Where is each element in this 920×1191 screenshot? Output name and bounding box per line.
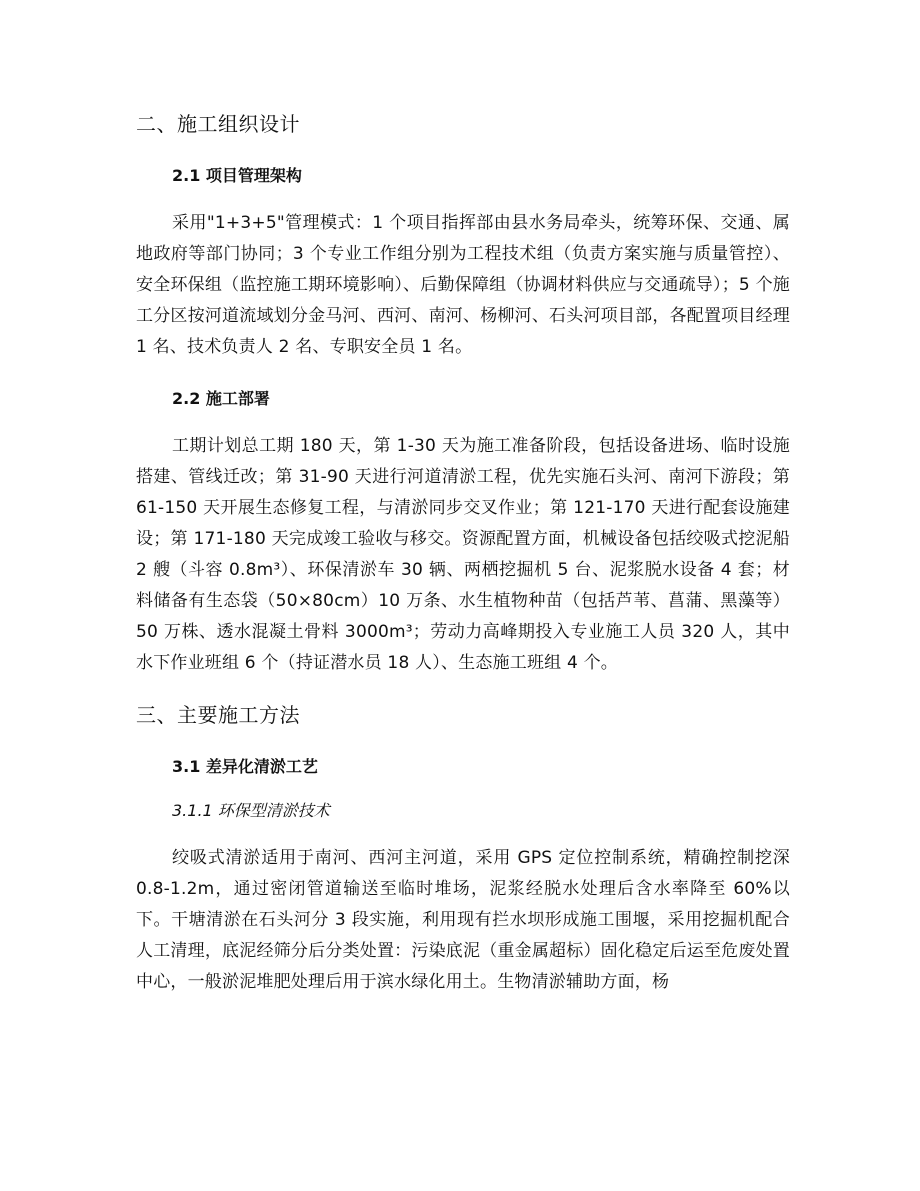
- subsection-3-1-1-heading: 3.1.1 环保型清淤技术: [172, 801, 330, 820]
- subsection-2-2-heading: 2.2 施工部署: [172, 389, 270, 408]
- subsection-2-2-paragraph: 工期计划总工期 180 天，第 1-30 天为施工准备阶段，包括设备进场、临时设施搭建、管线迁改；第 31-90 天进行河道清淤工程，优先实施石头河、南河下游段；第 61-150 天开展生态修复工程，与清淤同步交叉作业；第 121-170 天进行配套设施建设；第 171-180 天完成竣工验收与移交。资源配置方面，机械设备包括绞吸式挖泥船 2 艘（斗容 0.8m³）、环保清淤车 30 辆、两栖挖掘机 5 台、泥浆脱水设备 4 套；材料储备有生态袋（50×80cm）10 万条、水生植物种苗（包括芦苇、菖蒲、黑藻等）50 万株、透水混凝土骨料 3000m³；劳动力高峰期投入专业施工人员 320 人，其中水下作业班组 6 个（持证潜水员 18 人）、生态施工班组 4 个。: [136, 436, 790, 673]
- subsection-3-1-1-paragraph: 绞吸式清淤适用于南河、西河主河道，采用 GPS 定位控制系统，精确控制挖深 0.8-1.2m，通过密闭管道输送至临时堆场，泥浆经脱水处理后含水率降至 60%以下。干塘清淤在石头河分 3 段实施，利用现有拦水坝形成施工围堰，采用挖掘机配合人工清理，底泥经筛分后分类处置：污染底泥（重金属超标）固化稳定后运至危废处置中心，一般淤泥堆肥处理后用于滨水绿化用土。生物清淤辅助方面，杨: [136, 848, 790, 992]
- section-3-heading: 三、主要施工方法: [136, 703, 300, 727]
- subsection-3-1-heading: 3.1 差异化清淤工艺: [172, 757, 318, 776]
- section-2-heading: 二、施工组织设计: [136, 112, 300, 136]
- subsection-2-1-paragraph: 采用"1+3+5"管理模式：1 个项目指挥部由县水务局牵头，统筹环保、交通、属地政府等部门协同；3 个专业工作组分别为工程技术组（负责方案实施与质量管控）、安全环保组（监控施工期环境影响）、后勤保障组（协调材料供应与交通疏导）；5 个施工分区按河道流域划分金马河、西河、南河、杨柳河、石头河项目部，各配置项目经理 1 名、技术负责人 2 名、专职安全员 1 名。: [136, 213, 790, 357]
- subsection-2-1-heading: 2.1 项目管理架构: [172, 166, 302, 185]
